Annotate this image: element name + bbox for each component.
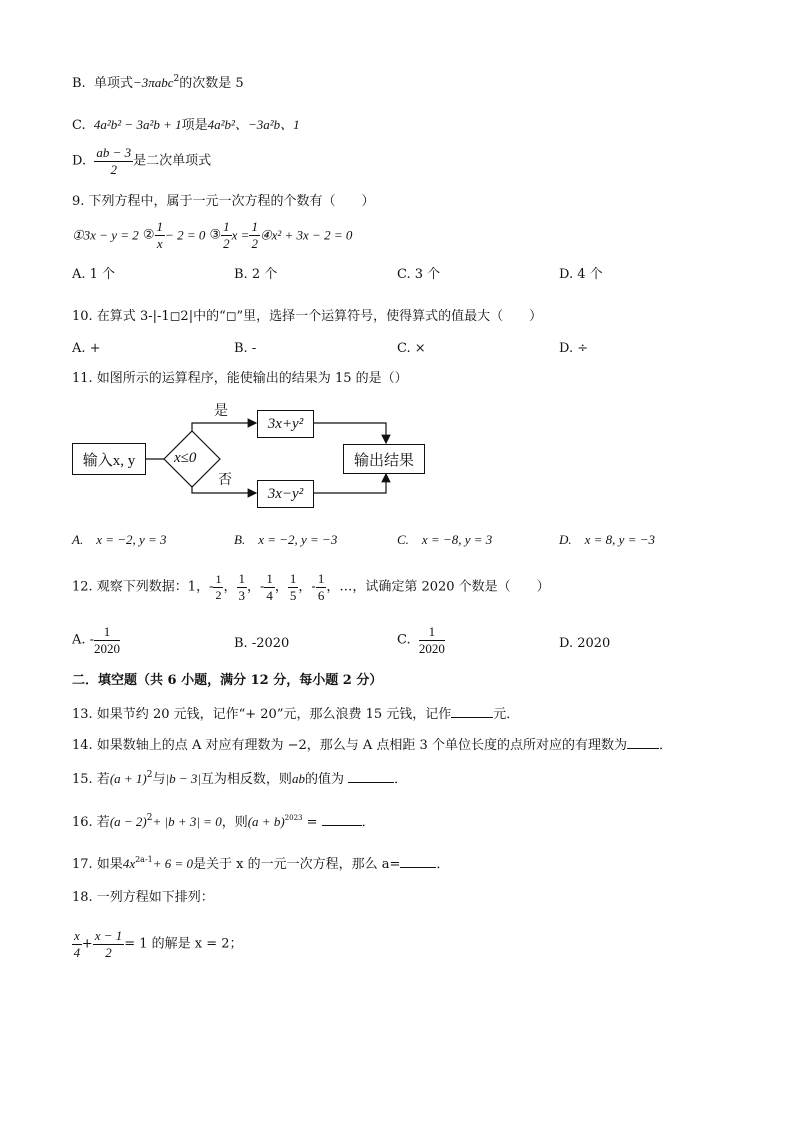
fraction: $\frac{1}{2020}$ — [418, 624, 445, 656]
answer-blank[interactable] — [627, 736, 659, 749]
q12-option-b[interactable]: B. -2020 — [234, 636, 290, 651]
q11-option-c[interactable]: C. x = −8, y = 3 — [397, 532, 493, 547]
answer-blank[interactable] — [348, 770, 394, 783]
fraction: $\frac{1}{2}$ — [223, 219, 230, 251]
q10-option-c[interactable]: C. × — [397, 341, 426, 356]
fraction: $\frac{1}{2}$ — [251, 219, 258, 251]
question-9-stem: 9. 下列方程中，属于一元一次方程的个数有（ ） — [72, 194, 375, 209]
q8-option-b: B. 单项式−3πabc$^2$的次数是 5 — [72, 74, 244, 91]
answer-blank[interactable] — [400, 855, 436, 868]
question-18-equation: $\frac{x}{4}$ + $\frac{x - 1}{2}$ = 1 的解是 x = 2； — [73, 928, 243, 960]
q11-option-b[interactable]: B. x = −2, y = −3 — [234, 532, 338, 547]
q12-option-d[interactable]: D. 2020 — [559, 636, 611, 651]
fraction: $\frac{1}{3}$ — [238, 571, 245, 603]
fraction: $\frac{1}{4}$ — [266, 571, 273, 603]
question-9-equations: ①3x − y = 2 ② $\frac{1}{x}$ − 2 = 0 ③ $\frac{1}{2}$ x = $\frac{1}{2}$ ④x² + 3x − 2 = 0 — [72, 219, 353, 251]
q9-option-b[interactable]: B. 2 个 — [234, 267, 278, 282]
flow-no-label: 否 — [218, 472, 232, 488]
fraction: $\frac{1}{x}$ — [156, 219, 164, 251]
q10-option-a[interactable]: A. + — [72, 341, 101, 356]
q9-option-a[interactable]: A. 1 个 — [72, 267, 116, 282]
q10-option-d[interactable]: D. ÷ — [559, 341, 589, 356]
fraction: $\frac{1}{2020}$ — [94, 624, 121, 656]
q10-option-b[interactable]: B. - — [234, 341, 257, 356]
fraction: $\frac{1}{6}$ — [317, 571, 325, 603]
q8-option-c: C. 4a²b² − 3a²b + 1项是4a²b²、−3a²b、1 — [72, 117, 300, 133]
q9-option-d[interactable]: D. 4 个 — [559, 267, 603, 282]
question-16: 16. 若$(a - 2)^2+ |b + 3| = 0$，则$(a + b)^{2023}$ = ． — [72, 813, 375, 830]
question-11-stem: 11. 如图所示的运算程序，能使输出的结果为 15 的是（） — [72, 371, 408, 386]
question-17: 17. 如果$4x^{2a-1}+ 6 = 0$是关于 x 的一元一次方程，那么 a= ． — [72, 855, 450, 872]
fraction: $\frac{1}{2}$ — [215, 572, 222, 602]
q12-option-c[interactable]: C. $\frac{1}{2020}$ — [397, 624, 445, 656]
fraction: $\frac{x - 1}{2}$ — [94, 928, 123, 960]
question-14: 14. 如果数轴上的点 A 对应有理数为 −2，那么与 A 点相距 3 个单位长度的点所对应的有理数为 ． — [72, 738, 672, 753]
q12-option-a[interactable]: A. - $\frac{1}{2020}$ — [72, 624, 121, 656]
fraction: $\frac{ab - 3}{2}$ — [96, 145, 132, 177]
question-10-stem: 10. 在算式 3-|-1◻2|中的“◻”里，选择一个运算符号，使得算式的值最大（ ） — [72, 309, 543, 324]
flow-input-box: 输入x, y — [72, 443, 146, 475]
answer-blank[interactable] — [451, 705, 493, 718]
question-18-stem: 18. 一列方程如下排列： — [72, 890, 214, 905]
q9-option-c[interactable]: C. 3 个 — [397, 267, 441, 282]
section-2-heading: 二．填空题（共 6 小题，满分 12 分，每小题 2 分） — [72, 673, 383, 688]
question-13: 13. 如果节约 20 元钱，记作“+ 20”元，那么浪费 15 元钱，记作 元． — [72, 707, 520, 722]
question-12-stem: 12. 观察下列数据：1，- $\frac{1}{2}$ ， $\frac{1}{3}$ ，- $\frac{1}{4}$ ， $\frac{1}{5}$ ，- $\frac{1}{6}$ ，…，试确定第 2020 个数是（ ） — [72, 571, 550, 603]
q11-option-a[interactable]: A. x = −2, y = 3 — [72, 532, 167, 547]
answer-blank[interactable] — [322, 813, 362, 826]
q11-option-d[interactable]: D. x = 8, y = −3 — [559, 532, 655, 547]
question-15: 15. 若$(a + 1)^2$与|b − 3|互为相反数，则ab的值为 ． — [72, 770, 408, 787]
flow-yes-box: 3x+y² — [257, 410, 314, 438]
q8-option-d: D. $\frac{ab - 3}{2}$ 是二次单项式 — [72, 145, 212, 177]
flow-output-box: 输出结果 — [343, 444, 425, 474]
fraction: $\frac{x}{4}$ — [73, 928, 81, 960]
fraction: $\frac{1}{5}$ — [289, 571, 297, 603]
flow-no-box: 3x−y² — [257, 480, 314, 508]
flow-yes-label: 是 — [214, 403, 228, 419]
flow-condition-label: x≤0 — [174, 450, 197, 466]
